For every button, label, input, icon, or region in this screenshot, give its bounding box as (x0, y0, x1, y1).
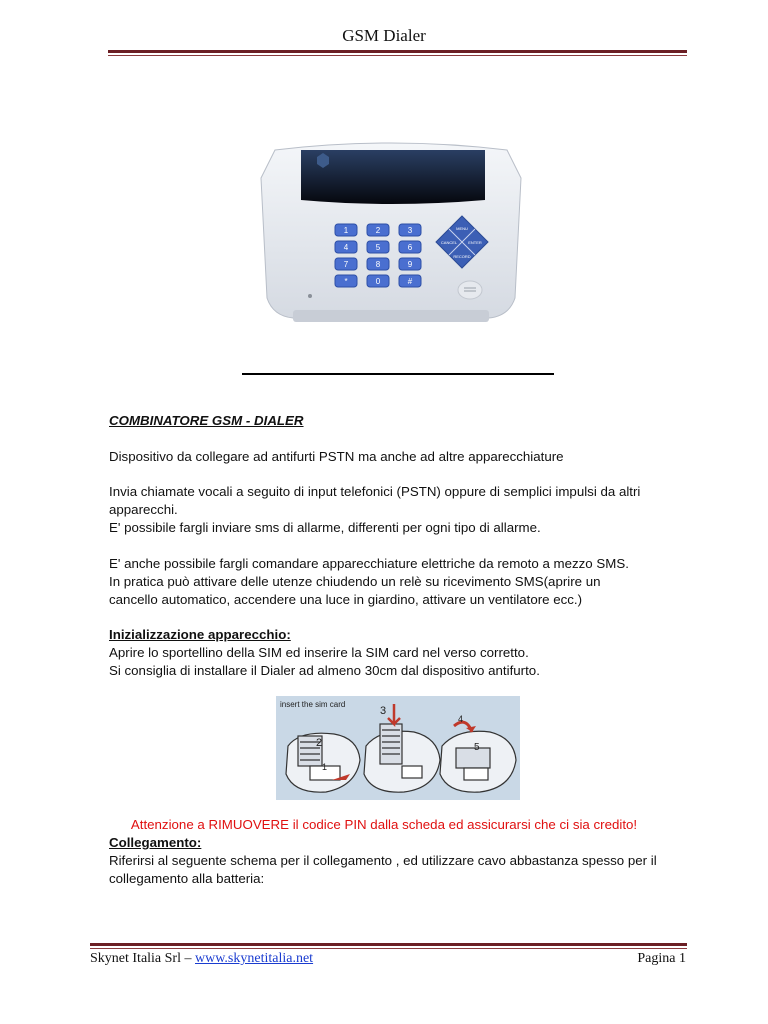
gsm-dialer-device-image (253, 138, 529, 328)
paragraph-3-line-2: In pratica può attivare delle utenze chiudendo un relè su ricevimento SMS(aprire un (109, 574, 601, 589)
keypad-key (399, 258, 421, 270)
keypad-key-label: 2 (375, 226, 381, 235)
footer-page-number: Pagina 1 (637, 951, 686, 966)
nav-label-enter: ENTER (468, 240, 482, 245)
keypad-key (335, 258, 357, 270)
footer-rule-thin (90, 948, 687, 949)
nav-label-menu: MENU (456, 226, 468, 231)
paragraph-1: Dispositivo da collegare ad antifurti PSTN ma anche ad altre apparecchiature (109, 449, 564, 464)
paragraph-3-line-3: cancello automatico, accendere una luce in giardino, attivare un ventilatore ecc.) (109, 592, 583, 607)
footer-company-name: Skynet Italia Srl – (90, 951, 195, 966)
keypad-key-label: # (407, 277, 413, 286)
separator-line (242, 373, 554, 375)
keypad-key (367, 241, 389, 253)
init-line-1: Aprire lo sportellino della SIM ed inserire la SIM card nel verso corretto. (109, 645, 529, 660)
keypad-key-label: 3 (407, 226, 413, 235)
footer-company (90, 951, 313, 967)
collegamento-line-2: collegamento alla batteria: (109, 871, 265, 886)
pin-warning: Attenzione a RIMUOVERE il codice PIN dalla scheda ed assicurarsi che ci sia credito! (130, 817, 638, 832)
sim-step-1: 1 (322, 762, 328, 772)
footer-rule (90, 943, 687, 946)
paragraph-2-line-2: apparecchi. (109, 502, 178, 517)
keypad-key (399, 275, 421, 287)
nav-label-record: RECORD (453, 254, 471, 259)
keypad-key (335, 224, 357, 236)
sim-step-2: 2 (316, 737, 323, 749)
init-heading: Inizializzazione apparecchio: (109, 627, 291, 642)
keypad-key-label: 5 (375, 243, 381, 252)
section-heading: COMBINATORE GSM - DIALER (109, 413, 304, 428)
header-rule (108, 50, 687, 53)
collegamento-line-1: Riferirsi al seguente schema per il collegamento , ed utilizzare cavo abbastanza spesso per il (109, 853, 657, 868)
keypad-key-label: 1 (343, 226, 349, 235)
page-header-title: GSM Dialer (342, 26, 426, 45)
header-rule-thin (108, 55, 687, 56)
sim-step-4: 4 (458, 714, 464, 724)
paragraph-2-line-3: E' possibile fargli inviare sms di allarme, differenti per ogni tipo di allarme. (109, 520, 541, 535)
keypad-key-label: 6 (407, 243, 413, 252)
keypad-key (335, 275, 357, 287)
keypad-key-label: 4 (343, 243, 349, 252)
keypad-key (367, 275, 389, 287)
keypad-key (367, 258, 389, 270)
footer-website-link[interactable]: www.skynetitalia.net (195, 951, 314, 966)
collegamento-heading: Collegamento: (109, 835, 202, 850)
keypad-key-label: 0 (375, 277, 381, 286)
nav-label-cancel: CANCEL (440, 240, 458, 245)
keypad-key (367, 224, 389, 236)
keypad-key (399, 241, 421, 253)
keypad-key-label: * (344, 277, 348, 286)
sim-caption: insert the sim card (280, 700, 346, 709)
keypad-key (399, 224, 421, 236)
paragraph-3-line-1: E' anche possibile fargli comandare apparecchiature elettriche da remoto a mezzo SMS. (109, 556, 629, 571)
paragraph-2-line-1: Invia chiamate vocali a seguito di input telefonici (PSTN) oppure di semplici impulsi da altri (109, 484, 641, 499)
sim-step-3: 3 (380, 705, 387, 717)
sim-step-5: 5 (474, 742, 480, 753)
keypad-key (335, 241, 357, 253)
keypad-key-label: 9 (407, 260, 413, 269)
keypad-key-label: 8 (375, 260, 381, 269)
sim-insertion-diagram (276, 696, 520, 800)
keypad-key-label: 7 (343, 260, 349, 269)
init-line-2: Si consiglia di installare il Dialer ad almeno 30cm dal dispositivo antifurto. (109, 663, 540, 678)
